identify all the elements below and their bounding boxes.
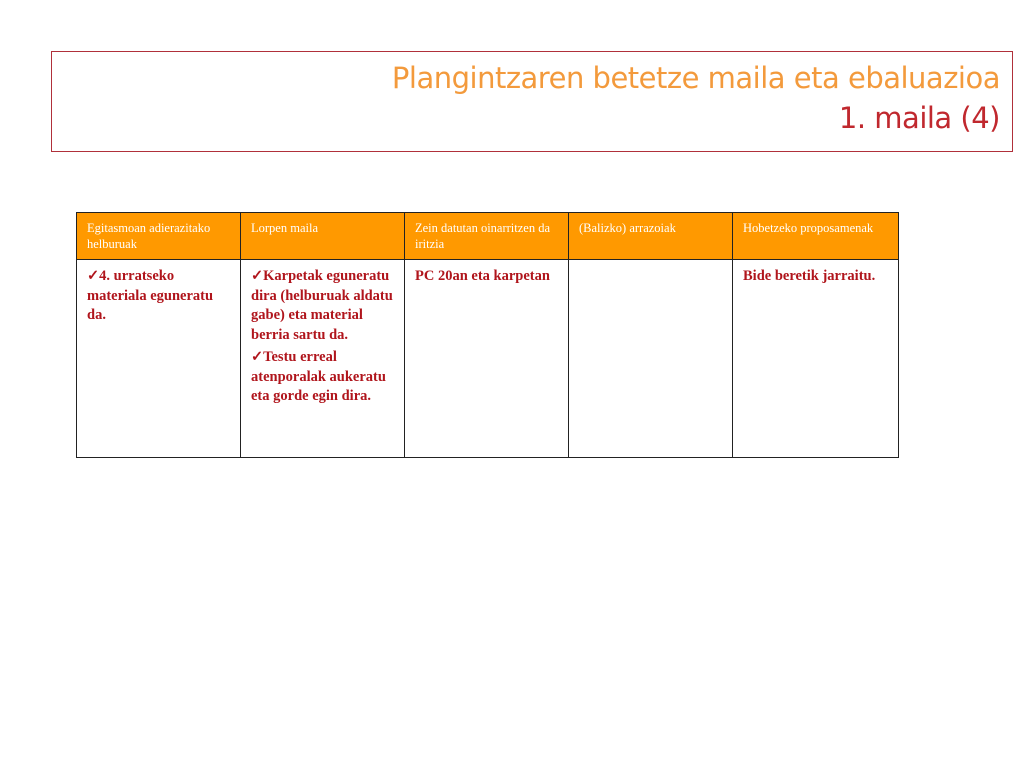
item-text: Karpetak eguneratu dira (helburuak aldatu gabe) eta material berria sartu da.	[251, 268, 393, 343]
cell-achievement	[241, 260, 405, 458]
header-achievement: Lorpen maila	[241, 213, 405, 260]
header-goals: Egitasmoan adierazitako helburuak	[77, 213, 241, 260]
slide-title: Plangintzaren betetze maila eta ebaluazioa	[391, 61, 1000, 95]
cell-reasons	[569, 260, 733, 458]
list-item	[251, 267, 395, 345]
item-text: Testu erreal atenporalak aukeratu eta gorde egin dira.	[251, 349, 386, 404]
checkmark-icon: ✓	[87, 268, 100, 284]
cell-goals	[77, 260, 241, 458]
table-header-row	[77, 213, 899, 260]
title-box	[51, 51, 1013, 152]
table-row	[77, 260, 899, 458]
list-item	[251, 348, 395, 407]
checkmark-icon: ✓	[251, 268, 264, 284]
header-evidence: Zein datutan oinarritzen da iritzia	[405, 213, 569, 260]
header-improvements: Hobetzeko proposamenak	[733, 213, 899, 260]
checkmark-icon: ✓	[251, 349, 264, 365]
header-reasons: (Balizko) arrazoiak	[569, 213, 733, 260]
item-text: 4. urratseko materiala eguneratu da.	[87, 268, 214, 323]
cell-evidence: PC 20an eta karpetan	[405, 260, 569, 458]
list-item	[87, 267, 231, 326]
slide-subtitle: 1. maila (4)	[838, 101, 1000, 135]
cell-improvements: Bide beretik jarraitu.	[733, 260, 899, 458]
evaluation-table	[76, 212, 899, 458]
